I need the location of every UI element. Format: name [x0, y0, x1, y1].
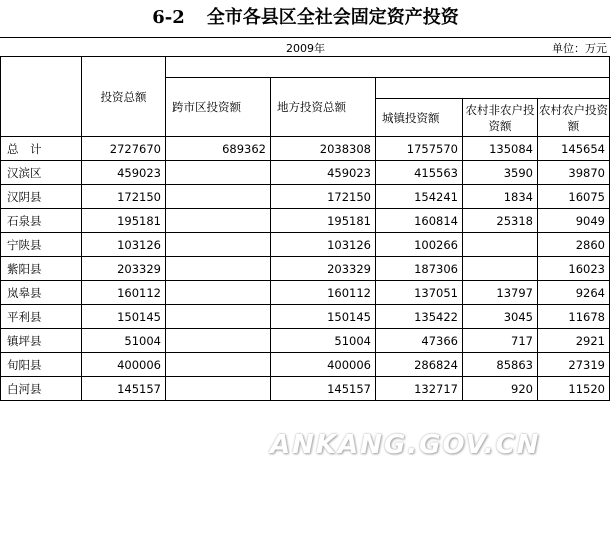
header-sub-gap [376, 78, 610, 99]
total-investment-cell: 195181 [82, 209, 166, 233]
rural-farm-investment-cell: 16023 [538, 257, 610, 281]
title-divider [0, 37, 611, 38]
table-row [1, 305, 610, 329]
region-name-cell: 平利县 [1, 305, 82, 329]
local-total-investment-cell: 51004 [271, 329, 376, 353]
region-name-cell: 白河县 [1, 377, 82, 401]
cross-region-investment-cell [166, 257, 271, 281]
region-name-cell: 镇坪县 [1, 329, 82, 353]
cross-region-investment-cell [166, 305, 271, 329]
cross-region-investment-cell [166, 377, 271, 401]
region-name-cell: 旬阳县 [1, 353, 82, 377]
urban-investment-cell: 47366 [376, 329, 463, 353]
rural-nonfarm-investment-cell: 85863 [463, 353, 538, 377]
local-total-investment-cell: 103126 [271, 233, 376, 257]
rural-nonfarm-investment-cell: 3045 [463, 305, 538, 329]
investment-table [0, 56, 610, 401]
local-total-investment-cell: 2038308 [271, 137, 376, 161]
urban-investment-cell: 286824 [376, 353, 463, 377]
table-row [1, 233, 610, 257]
region-name-cell: 岚皋县 [1, 281, 82, 305]
table-title-text: 全市各县区全社会固定资产投资 [206, 7, 459, 28]
rural-farm-investment-cell: 39870 [538, 161, 610, 185]
total-investment-cell: 103126 [82, 233, 166, 257]
total-investment-cell: 145157 [82, 377, 166, 401]
table-row [1, 353, 610, 377]
cross-region-investment-cell [166, 161, 271, 185]
local-total-investment-cell: 195181 [271, 209, 376, 233]
rural-nonfarm-investment-cell: 920 [463, 377, 538, 401]
urban-investment-cell: 1757570 [376, 137, 463, 161]
cross-region-investment-cell: 689362 [166, 137, 271, 161]
header-urban: 城镇投资额 [376, 99, 463, 137]
total-investment-cell: 150145 [82, 305, 166, 329]
rural-farm-investment-cell: 11678 [538, 305, 610, 329]
year-label: 2009年 [286, 42, 325, 55]
table-row [1, 209, 610, 233]
rural-nonfarm-investment-cell [463, 257, 538, 281]
rural-nonfarm-investment-cell: 3590 [463, 161, 538, 185]
rural-farm-investment-cell: 2860 [538, 233, 610, 257]
table-number: 6-2 [152, 7, 185, 28]
rural-nonfarm-investment-cell: 13797 [463, 281, 538, 305]
header-total-investment: 投资总额 [82, 57, 166, 137]
watermark: ANKANG.GOV.CN [270, 430, 541, 460]
subtitle-row [0, 39, 611, 55]
rural-farm-investment-cell: 9049 [538, 209, 610, 233]
header-local-total: 地方投资总额 [271, 78, 376, 137]
unit-label: 单位：万元 [552, 42, 607, 55]
local-total-investment-cell: 459023 [271, 161, 376, 185]
table-title [0, 6, 611, 30]
rural-farm-investment-cell: 27319 [538, 353, 610, 377]
local-total-investment-cell: 400006 [271, 353, 376, 377]
header-cross-region: 跨市区投资额 [166, 78, 271, 137]
table-row [1, 137, 610, 161]
header-top-gap [166, 57, 610, 78]
cross-region-investment-cell [166, 281, 271, 305]
local-total-investment-cell: 160112 [271, 281, 376, 305]
table-row [1, 281, 610, 305]
header-blank-cell [1, 57, 82, 137]
rural-farm-investment-cell: 2921 [538, 329, 610, 353]
cross-region-investment-cell [166, 329, 271, 353]
total-investment-cell: 51004 [82, 329, 166, 353]
rural-nonfarm-investment-cell [463, 233, 538, 257]
local-total-investment-cell: 150145 [271, 305, 376, 329]
rural-nonfarm-investment-cell: 1834 [463, 185, 538, 209]
urban-investment-cell: 415563 [376, 161, 463, 185]
urban-investment-cell: 132717 [376, 377, 463, 401]
table-row [1, 329, 610, 353]
urban-investment-cell: 100266 [376, 233, 463, 257]
local-total-investment-cell: 203329 [271, 257, 376, 281]
local-total-investment-cell: 145157 [271, 377, 376, 401]
cross-region-investment-cell [166, 233, 271, 257]
table-row [1, 161, 610, 185]
header-rural-farm: 农村农户投资额 [538, 99, 610, 137]
cross-region-investment-cell [166, 353, 271, 377]
rural-nonfarm-investment-cell: 25318 [463, 209, 538, 233]
total-investment-cell: 459023 [82, 161, 166, 185]
urban-investment-cell: 135422 [376, 305, 463, 329]
region-name-cell: 汉阴县 [1, 185, 82, 209]
header-rural-nonfarm: 农村非农户投资额 [463, 99, 538, 137]
region-name-cell: 紫阳县 [1, 257, 82, 281]
region-name-cell: 总 计 [1, 137, 82, 161]
rural-farm-investment-cell: 9264 [538, 281, 610, 305]
urban-investment-cell: 137051 [376, 281, 463, 305]
urban-investment-cell: 160814 [376, 209, 463, 233]
local-total-investment-cell: 172150 [271, 185, 376, 209]
total-investment-cell: 160112 [82, 281, 166, 305]
total-investment-cell: 172150 [82, 185, 166, 209]
urban-investment-cell: 154241 [376, 185, 463, 209]
rural-farm-investment-cell: 145654 [538, 137, 610, 161]
rural-nonfarm-investment-cell: 717 [463, 329, 538, 353]
total-investment-cell: 203329 [82, 257, 166, 281]
rural-farm-investment-cell: 11520 [538, 377, 610, 401]
table-row [1, 185, 610, 209]
cross-region-investment-cell [166, 185, 271, 209]
region-name-cell: 石泉县 [1, 209, 82, 233]
rural-nonfarm-investment-cell: 135084 [463, 137, 538, 161]
region-name-cell: 宁陕县 [1, 233, 82, 257]
table-row [1, 257, 610, 281]
rural-farm-investment-cell: 16075 [538, 185, 610, 209]
cross-region-investment-cell [166, 209, 271, 233]
urban-investment-cell: 187306 [376, 257, 463, 281]
table-row [1, 377, 610, 401]
total-investment-cell: 2727670 [82, 137, 166, 161]
total-investment-cell: 400006 [82, 353, 166, 377]
region-name-cell: 汉滨区 [1, 161, 82, 185]
